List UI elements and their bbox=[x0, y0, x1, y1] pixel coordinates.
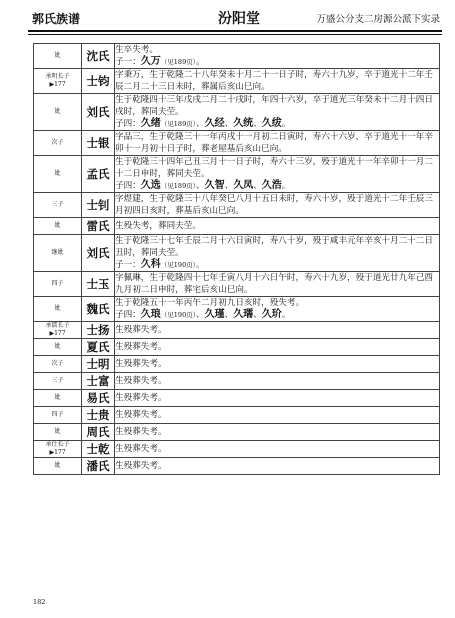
children-line bbox=[115, 118, 439, 130]
person-name: 士钧 bbox=[82, 69, 115, 94]
child-name: 久智 bbox=[204, 180, 225, 191]
relation-cell bbox=[34, 235, 82, 272]
biography-text: 生于乾隆三十四年己丑三月十一日子时，寿六十三岁，殁于道光十一年辛卯十一月二十二日申时，葬同夫茔。 bbox=[115, 157, 433, 179]
child-page-ref: （见190页） bbox=[160, 311, 196, 319]
biography-text: 生殁葬失考。 bbox=[115, 461, 167, 471]
children-separator: 、 bbox=[195, 310, 205, 320]
person-name: 士富 bbox=[82, 373, 115, 390]
biography-text: 生殁葬失考。 bbox=[115, 427, 167, 437]
child-page-ref: （见189页） bbox=[160, 182, 196, 190]
biography-text: 生殁葬失考。 bbox=[115, 444, 167, 454]
biography-text: 生殁葬失考。 bbox=[115, 410, 167, 420]
table-row bbox=[34, 131, 440, 156]
child-name: 久浩 bbox=[261, 180, 282, 191]
page-header bbox=[28, 8, 442, 28]
biography-text: 字品三，生于乾隆三十一年丙戌十一月初二日寅时，寿六十六岁，卒于道光十一年辛卯十一月初十日子时，葬老屋基后亥山巳向。 bbox=[115, 132, 433, 154]
relation-page-ref: ▶177 bbox=[49, 81, 66, 88]
biography-cell bbox=[115, 441, 440, 458]
biography-cell bbox=[115, 356, 440, 373]
relation-cell bbox=[34, 424, 82, 441]
relation-cell bbox=[34, 44, 82, 69]
children-separator: 、 bbox=[224, 119, 234, 129]
table-row bbox=[34, 339, 440, 356]
child-name: 久统 bbox=[233, 118, 254, 129]
genealogy-table bbox=[33, 43, 440, 475]
biography-cell bbox=[115, 235, 440, 272]
person-name: 魏氏 bbox=[82, 297, 115, 322]
biography-text: 字佩琳，生于乾隆四十七年壬寅八月十六日午时，寿六十九岁，殁于道光廿九年己酉九月初二日申时，葬宅后亥山巳向。 bbox=[115, 273, 433, 295]
table-row bbox=[34, 297, 440, 322]
child-name: 久琅 bbox=[140, 309, 161, 320]
person-name: 士明 bbox=[82, 356, 115, 373]
biography-cell bbox=[115, 156, 440, 193]
biography-cell bbox=[115, 272, 440, 297]
children-suffix: 。 bbox=[281, 119, 291, 129]
person-name: 雷氏 bbox=[82, 218, 115, 235]
relation-cell bbox=[34, 373, 82, 390]
person-name: 士贵 bbox=[82, 407, 115, 424]
relation-cell bbox=[34, 218, 82, 235]
relation-label: 次子 bbox=[51, 360, 64, 367]
child-name: 久选 bbox=[140, 180, 161, 191]
children-prefix: 子四： bbox=[115, 119, 141, 129]
children-suffix: 。 bbox=[281, 181, 291, 191]
child-name: 久绪 bbox=[140, 118, 161, 129]
biography-text: 字秉万，生于乾隆二十八年癸未十月二十一日子时，寿六十九岁，卒于道光十二年壬辰二月二十三日未时，葬属后亥山巳向。 bbox=[115, 70, 433, 92]
children-separator: 、 bbox=[195, 119, 205, 129]
relation-cell bbox=[34, 390, 82, 407]
biography-cell bbox=[115, 373, 440, 390]
biography-cell bbox=[115, 193, 440, 218]
genealogy-rows bbox=[34, 44, 440, 475]
table-row bbox=[34, 390, 440, 407]
relation-cell bbox=[34, 272, 82, 297]
biography-cell bbox=[115, 458, 440, 475]
table-row bbox=[34, 322, 440, 339]
relation-page-ref: ▶177 bbox=[49, 330, 66, 337]
page-number: 182 bbox=[33, 598, 46, 606]
child-name: 久瑾 bbox=[204, 309, 225, 320]
children-prefix: 子四： bbox=[115, 181, 141, 191]
children-separator: 、 bbox=[195, 181, 205, 191]
relation-label: 四子 bbox=[51, 411, 64, 418]
book-title: 郭氏族谱 bbox=[32, 12, 81, 26]
person-name: 士银 bbox=[82, 131, 115, 156]
relation-cell bbox=[34, 356, 82, 373]
person-name: 沈氏 bbox=[82, 44, 115, 69]
biography-text: 字煜建，生于乾隆三十八年癸巳八月十五日未时，寿六十岁，殁于道光十二年壬辰三月初四日亥时，葬基后亥山巳向。 bbox=[115, 194, 433, 216]
biography-text: 生殁葬失考。 bbox=[115, 342, 167, 352]
children-suffix: 。 bbox=[281, 310, 291, 320]
biography-cell bbox=[115, 297, 440, 322]
hall-name: 汾阳堂 bbox=[218, 11, 260, 27]
biography-cell bbox=[115, 94, 440, 131]
person-name: 士玉 bbox=[82, 272, 115, 297]
relation-cell bbox=[34, 441, 82, 458]
relation-label: 妣 bbox=[54, 394, 61, 401]
person-name: 夏氏 bbox=[82, 339, 115, 356]
biography-text: 生殁葬失考。 bbox=[115, 325, 167, 335]
table-row bbox=[34, 424, 440, 441]
table-row bbox=[34, 272, 440, 297]
table-row bbox=[34, 407, 440, 424]
relation-page-ref: ▶177 bbox=[49, 449, 66, 456]
relation-cell bbox=[34, 94, 82, 131]
table-row bbox=[34, 218, 440, 235]
child-name: 久经 bbox=[204, 118, 225, 129]
table-row bbox=[34, 458, 440, 475]
relation-cell bbox=[34, 458, 82, 475]
children-suffix: 。 bbox=[195, 57, 205, 67]
children-prefix: 子一： bbox=[115, 260, 141, 270]
relation-label: 妣 bbox=[54, 305, 61, 312]
biography-cell bbox=[115, 69, 440, 94]
relation-cell bbox=[34, 156, 82, 193]
relation-label: 妣 bbox=[54, 108, 61, 115]
person-name: 孟氏 bbox=[82, 156, 115, 193]
person-name: 易氏 bbox=[82, 390, 115, 407]
children-separator: 、 bbox=[224, 181, 234, 191]
relation-label: 四子 bbox=[51, 280, 64, 287]
biography-text: 生殁葬失考。 bbox=[115, 376, 167, 386]
relation-label: 妣 bbox=[54, 462, 61, 469]
biography-text: 生卒失考。 bbox=[115, 45, 158, 55]
table-row bbox=[34, 193, 440, 218]
person-name: 士乾 bbox=[82, 441, 115, 458]
person-name: 士扬 bbox=[82, 322, 115, 339]
child-page-ref: （见189页） bbox=[160, 120, 196, 128]
children-line bbox=[115, 56, 439, 68]
child-name: 久凤 bbox=[233, 180, 254, 191]
biography-cell bbox=[115, 218, 440, 235]
children-line bbox=[115, 309, 439, 321]
children-line bbox=[115, 259, 439, 271]
relation-label: 次子 bbox=[51, 139, 64, 146]
biography-text: 生于乾隆五十一年丙午二月初九日亥时，殁失考。 bbox=[115, 298, 305, 308]
biography-text: 生于乾隆三十七年壬辰二月十六日寅时，寿八十岁，殁于咸丰元年辛亥十月二十二日丑时，葬同夫茔。 bbox=[115, 236, 433, 258]
biography-cell bbox=[115, 131, 440, 156]
relation-label: 三子 bbox=[51, 201, 64, 208]
person-name: 刘氏 bbox=[82, 94, 115, 131]
relation-label: 妣 bbox=[54, 52, 61, 59]
biography-cell bbox=[115, 339, 440, 356]
relation-cell bbox=[34, 131, 82, 156]
child-name: 久玠 bbox=[261, 309, 282, 320]
child-name: 久瓀 bbox=[233, 309, 254, 320]
child-page-ref: （见190页） bbox=[160, 261, 196, 269]
biography-text: 生殁失考，葬同夫茔。 bbox=[115, 221, 201, 231]
children-separator: 、 bbox=[253, 119, 262, 129]
table-row bbox=[34, 69, 440, 94]
relation-label: 三子 bbox=[51, 377, 64, 384]
table-row bbox=[34, 235, 440, 272]
relation-label: 承仕长子 bbox=[45, 441, 70, 448]
child-name: 久万 bbox=[140, 56, 161, 67]
biography-cell bbox=[115, 44, 440, 69]
biography-text: 生于乾隆四十三年戊戌二月二十戌时，年四十六岁，卒于道光三年癸未十二月十四日戌时，葬同夫茔。 bbox=[115, 95, 433, 117]
children-line bbox=[115, 180, 439, 192]
biography-cell bbox=[115, 390, 440, 407]
biography-cell bbox=[115, 407, 440, 424]
relation-cell bbox=[34, 193, 82, 218]
section-title: 万盛公分支二房源公派下实录 bbox=[316, 14, 440, 25]
biography-text: 生殁葬失考。 bbox=[115, 359, 167, 369]
relation-label: 妣 bbox=[54, 428, 61, 435]
relation-label: 妣 bbox=[54, 343, 61, 350]
table-row bbox=[34, 94, 440, 131]
relation-label: 承明长子 bbox=[45, 73, 70, 80]
relation-label: 继妣 bbox=[51, 249, 64, 256]
table-row bbox=[34, 356, 440, 373]
biography-text: 生殁葬失考。 bbox=[115, 393, 167, 403]
person-name: 潘氏 bbox=[82, 458, 115, 475]
relation-cell bbox=[34, 322, 82, 339]
person-name: 士钊 bbox=[82, 193, 115, 218]
header-rule-thick bbox=[28, 30, 442, 32]
child-name: 久绂 bbox=[261, 118, 282, 129]
relation-label: 妣 bbox=[54, 170, 61, 177]
relation-label: 承儒长子 bbox=[45, 322, 70, 329]
children-separator: 、 bbox=[253, 181, 262, 191]
children-prefix: 子一： bbox=[115, 57, 141, 67]
biography-cell bbox=[115, 424, 440, 441]
children-separator: 、 bbox=[224, 310, 234, 320]
relation-cell bbox=[34, 297, 82, 322]
child-page-ref: （见189页） bbox=[160, 58, 196, 66]
table-row bbox=[34, 44, 440, 69]
table-row bbox=[34, 156, 440, 193]
table-row bbox=[34, 373, 440, 390]
table-row bbox=[34, 441, 440, 458]
relation-cell bbox=[34, 339, 82, 356]
child-name: 久科 bbox=[140, 259, 161, 270]
header-rule-thin bbox=[28, 34, 442, 35]
children-prefix: 子四： bbox=[115, 310, 141, 320]
person-name: 刘氏 bbox=[82, 235, 115, 272]
relation-cell bbox=[34, 69, 82, 94]
children-suffix: 。 bbox=[195, 260, 205, 270]
relation-label: 妣 bbox=[54, 222, 61, 229]
biography-cell bbox=[115, 322, 440, 339]
person-name: 周氏 bbox=[82, 424, 115, 441]
children-separator: 、 bbox=[253, 310, 262, 320]
relation-cell bbox=[34, 407, 82, 424]
